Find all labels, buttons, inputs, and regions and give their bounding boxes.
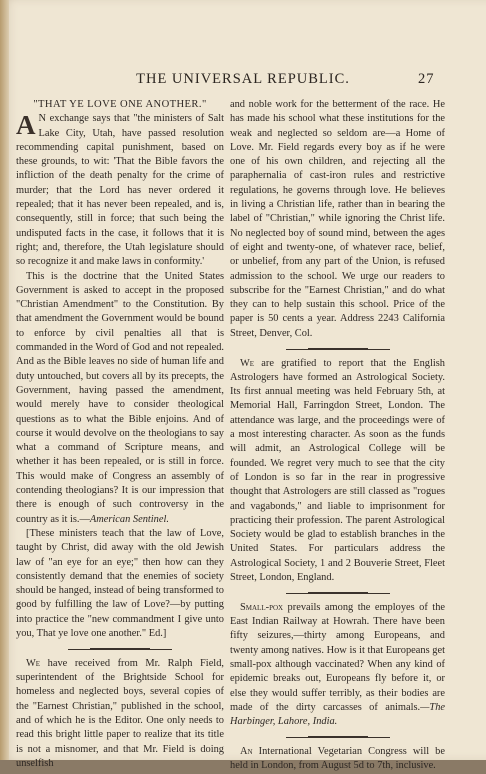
article-paragraph	[16, 112, 224, 269]
paragraph-text: prevails among the employes of the East Indian Railway at Howrah. There have been fifty seizures,—thirty among Europeans, and twenty among natives. How is it that Europeans get small-pox although vaccinated? When any kind of epidemic breaks out, Europeans fly before it, or else they would suffer terribly, as their bodies are made of the dirty carcasses of animals.	[230, 601, 445, 713]
paragraph-text: International Vegetarian Congress will be held in London, from August 5d to 7th, inclusive.	[230, 745, 445, 772]
page-number: 27	[418, 71, 435, 87]
lead-word: An	[240, 745, 253, 757]
section-divider	[308, 348, 368, 350]
article-title: "THAT YE LOVE ONE ANOTHER."	[33, 99, 207, 110]
paragraph-text: This is the doctrine that the United States Government is asked to accept in the proposed "Christian Amendment" to the Constitution. By that amendment the Government would be bound to enforce by civil penalties all that is commanded in the Word of God and not repealed. And as the Bible leaves no side of human life and duty untouched, but covers all by its precepts, the Government, having passed the amendment, would merely have to consider theological questions as to what the Bible enjoins. And of course it would devolve on the theologians to say what a command of Scripture means, and whether it has been repealed, or is still in force. This would make of Congress an assembly of contending theologians? It is our impression that there is enough of such controversy in the country as it is.—	[16, 270, 224, 525]
section-divider	[90, 648, 150, 650]
lead-word: We	[26, 657, 41, 669]
article-paragraph	[230, 601, 445, 730]
source-citation: American Sentinel.	[89, 513, 169, 525]
paragraph-text: [These ministers teach that the law of Love, taught by Christ, did away with the old Jewish law of "an eye for an eye;" then how can they consistently demand that the enemies of society should be hanged, instead of being transformed to good by fulfilling the law of Love?—by putting into practice the "new commandment I give unto you, That ye love one another." Ed.]	[16, 527, 224, 639]
left-column	[16, 98, 224, 771]
article-paragraph	[230, 745, 445, 774]
right-column	[230, 98, 445, 774]
section-divider	[308, 736, 368, 738]
lead-word: Small-pox	[240, 601, 284, 613]
article-paragraph	[230, 98, 445, 341]
page-gutter	[0, 0, 9, 760]
source-citation: —The Harbinger, Lahore, India.	[230, 701, 445, 728]
editor-note	[16, 527, 224, 641]
section-divider	[308, 592, 368, 594]
paragraph-text: have received from Mr. Ralph Field, superintendent of the Brightside School for homeless and neglected boys, several copies of the "Earnest Christian," published in the school, and of which he is the Editor. One only needs to read this bright little paper to realize that its title is not a misnomer, and that Mr. Field is doing unselfish	[16, 657, 224, 769]
paragraph-text: are gratified to report that the English Astrologers have formed an Astrological Society. Its first annual meeting was held February 5th, at Memorial Hall, Farringdon Street, London. The attendance was large, and the proceedings were of a most interesting character. As soon as the funds will admit, an Astrological College will be founded. We regret very much to see that the city of London is so far in the rear in progressive thought that Astrologers are still classed as "rogues and vagabonds," and liable to imprisonment for practicing their profession. The parent Astrological Society would be glad to establish branches in the United States. For particulars address the Astrological Society, 1 and 2 Bouverie Street, Fleet Street, London, England.	[230, 357, 445, 583]
drop-cap: A	[16, 110, 36, 141]
lead-word: We	[240, 357, 255, 369]
running-title: THE UNIVERSAL REPUBLIC.	[136, 71, 350, 87]
running-header	[0, 71, 486, 91]
article-paragraph	[16, 270, 224, 527]
paragraph-text: N exchange says that "the ministers of Salt Lake City, Utah, have passed resolution recommending capital punishment, based on these grounds, to wit: 'That the Bible favors the infliction of the death penalty for the crime of murder; that the Lord has never ordered it repealed; that it has never been repealed, and is, consequently, still in force; that such being the undisputed facts in the case, it follows that it is right; and, therefore, the Utah legislature should so recognize it and make laws in conformity.'	[16, 113, 224, 268]
paragraph-text: and noble work for the betterment of the race. He has made his school what these institutions for the weak and neglected so seldom are—a Home of Love. Mr. Field regards every boy as if he were one of his own children, and rejecting all the paraphernalia of cast-iron rules and restrictive regulations, he governs through love. He believes in living a Christian life, rather than in bearing the label of "Christian," while ignoring the Christ life. No neglected boy of sound mind, between the ages of eight and twenty-one, of whatever race, belief, or unbelief, from any part of the Union, is refused admission to the school. We urge our readers to subscribe for the "Earnest Christian," and do what they can to help sustain this school. Price of the paper is 50 cents a year. Address 2243 California Street, Denver, Col.	[230, 99, 445, 339]
article-paragraph	[230, 357, 445, 586]
article-paragraph	[16, 657, 224, 771]
